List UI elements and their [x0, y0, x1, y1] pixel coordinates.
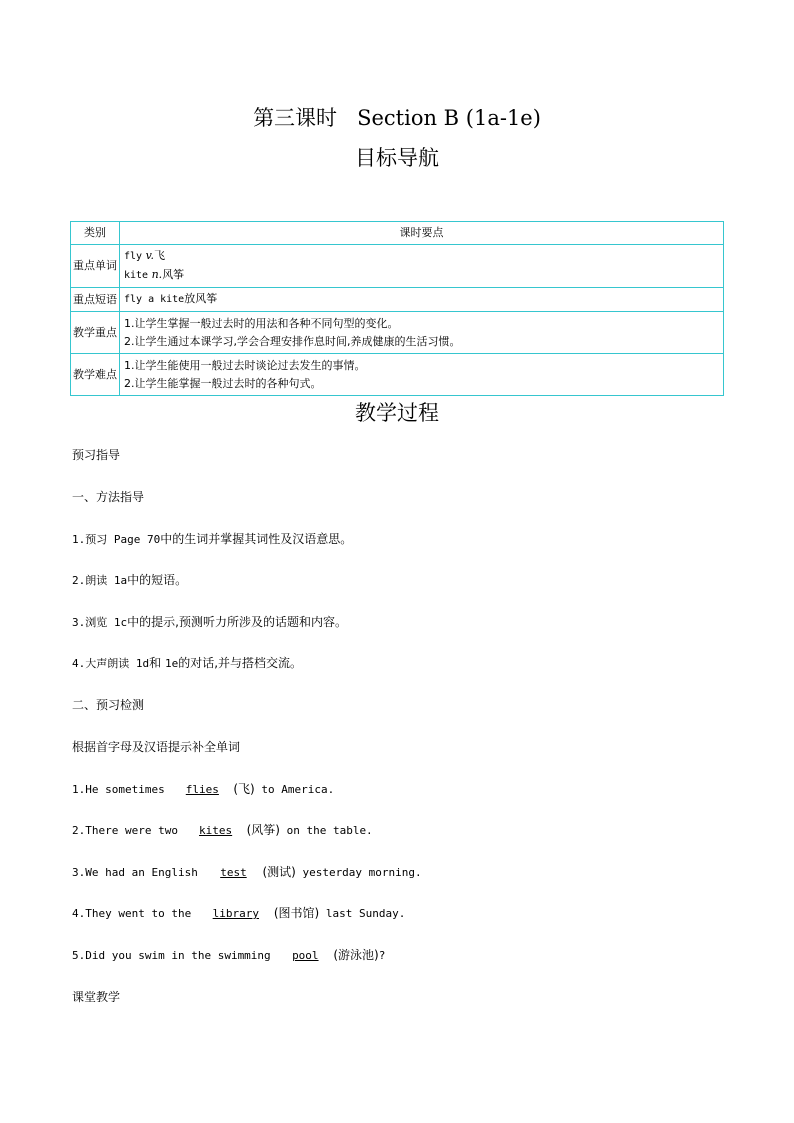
answer-blank: flies [185, 783, 219, 796]
exercise-item: 5.Did you swim in the swimming pool (游泳池)? [72, 946, 385, 965]
goal-table [70, 221, 724, 396]
answer-blank: kites [199, 824, 233, 837]
table-row [71, 312, 724, 354]
row-category: 重点单词 [71, 245, 120, 288]
phrase-meaning: 放风筝 [184, 292, 218, 305]
exercise-item: 3.We had an English test (测试) yesterday morning. [72, 863, 422, 882]
difficulty-line: 1.让学生能使用一般过去时谈论过去发生的事情。 [124, 358, 366, 372]
method-item: 1.预习 Page 70中的生词并掌握其词性及汉语意思。 [72, 532, 353, 546]
row-category: 教学重点 [71, 312, 120, 354]
page-subtitle: 目标导航 [355, 146, 439, 170]
vocab-pos: n. [151, 268, 163, 281]
row-content [120, 354, 724, 396]
vocab-line [124, 266, 719, 285]
row-content [120, 288, 724, 312]
row-category: 重点短语 [71, 288, 120, 312]
phrase-word: fly a kite [124, 294, 185, 305]
table-row [71, 245, 724, 288]
table-row [71, 354, 724, 396]
exercise-item: 1.He sometimes flies (飞) to America. [72, 780, 334, 799]
section-heading: 教学过程 [355, 401, 439, 425]
focus-line: 2.让学生通过本课学习,学会合理安排作息时间,养成健康的生活习惯。 [124, 334, 461, 348]
vocab-meaning: 风筝 [162, 268, 185, 281]
method-title: 一、方法指导 [72, 490, 145, 504]
classroom-title: 课堂教学 [72, 990, 121, 1004]
vocab-word: fly [124, 251, 143, 262]
page-title: 第三课时 Section B (1a-1e) [253, 106, 541, 130]
difficulty-line: 2.让学生能掌握一般过去时的各种句式。 [124, 376, 322, 390]
row-content [120, 245, 724, 288]
exercise-item: 2.There were two kites (风筝) on the table. [72, 821, 373, 840]
method-item: 4.大声朗读 1d和 1e的对话,并与搭档交流。 [72, 656, 303, 670]
table-header-category: 类别 [71, 222, 120, 245]
row-content [120, 312, 724, 354]
table-row [71, 288, 724, 312]
preview-title: 预习指导 [72, 448, 121, 462]
vocab-word: kite [124, 270, 149, 281]
table-header-row [71, 222, 724, 245]
vocab-pos: v. [145, 249, 154, 262]
row-category: 教学难点 [71, 354, 120, 396]
answer-blank: pool [292, 949, 319, 962]
vocab-line [124, 247, 719, 266]
check-title: 二、预习检测 [72, 698, 145, 712]
table-header-points: 课时要点 [120, 222, 724, 245]
focus-line: 1.让学生掌握一般过去时的用法和各种不同句型的变化。 [124, 316, 399, 330]
check-instruction: 根据首字母及汉语提示补全单词 [72, 740, 241, 754]
answer-blank: library [212, 907, 260, 920]
answer-blank: test [220, 866, 247, 879]
method-item: 2.朗读 1a中的短语。 [72, 573, 188, 587]
method-item: 3.浏览 1c中的提示,预测听力所涉及的话题和内容。 [72, 615, 347, 629]
exercise-item: 4.They went to the library (图书馆) last Sunday. [72, 904, 405, 923]
vocab-meaning: 飞 [153, 249, 165, 262]
